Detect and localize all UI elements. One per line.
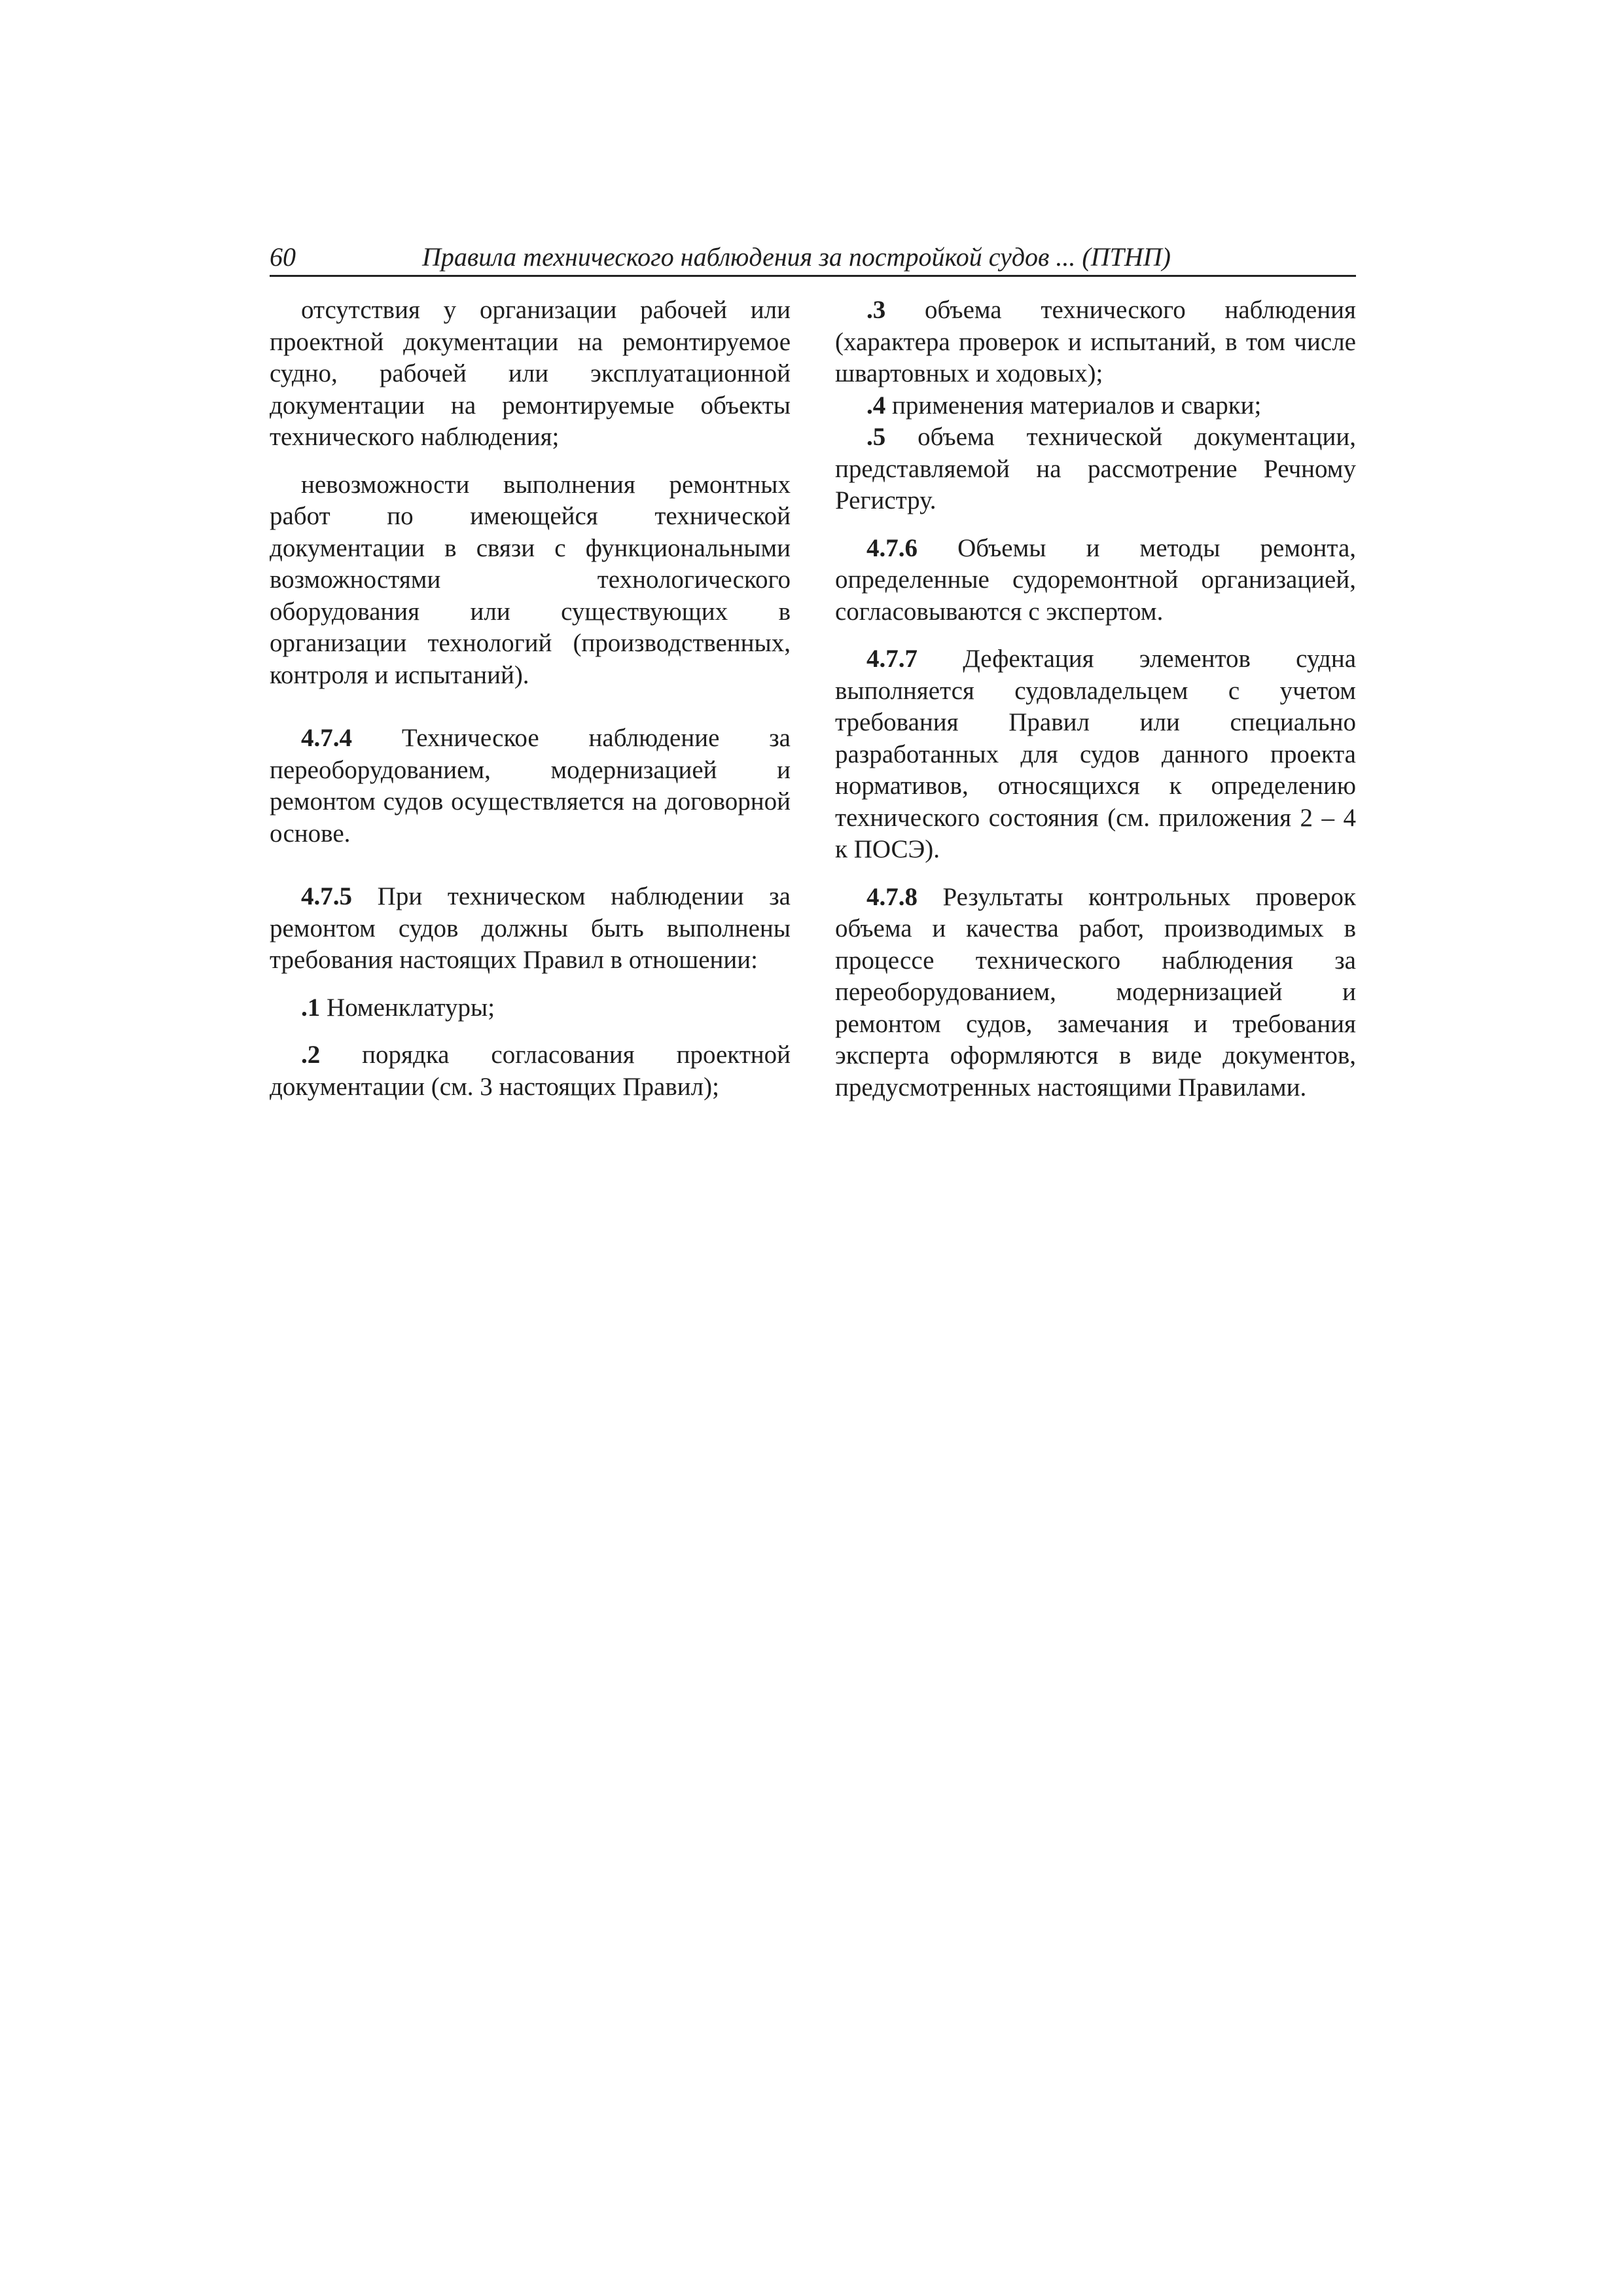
clause-number: 4.7.8 [866,882,918,911]
item-number: .2 [301,1041,321,1069]
clause-4-7-5 [270,881,791,977]
paragraph-text: отсутствия у организации рабочей или проектной документации на ремонтируемое судно, рабочей или эксплуатационной документации на ремонтируемые объекты технического наблюдения; [270,296,791,451]
paragraph [270,469,791,692]
item-text: объема технической документации, представляемой на рассмотрение Речному Регистру. [835,423,1356,514]
list-item [835,295,1356,390]
clause-text: Результаты контрольных проверок объема и качества работ, производимых в процессе технического наблюдения за переоборудованием, модернизацией и ремонтом судов, замечания и требования эксперта оформляются в виде документов, предусмотренных настоящими Правилами. [835,882,1356,1102]
clause-number: 4.7.7 [866,645,918,673]
clause-number: 4.7.6 [866,533,918,562]
item-number: .4 [866,391,886,420]
clause-number: 4.7.4 [301,724,352,752]
item-number: .3 [866,296,886,324]
running-title: Правила технического наблюдения за постройкой судов ... (ПТНП) [422,242,1171,272]
clause-text: Техническое наблюдение за переоборудованием, модернизацией и ремонтом судов осуществляется на договорной основе. [270,724,791,848]
list-item [835,390,1356,422]
clause-text: При техническом наблюдении за ремонтом судов должны быть выполнены требования настоящих Правил в отношении: [270,882,791,974]
item-text: Номенклатуры; [327,993,495,1022]
item-text: порядка согласования проектной документации (см. 3 настоящих Правил); [270,1041,791,1101]
list-item [835,422,1356,517]
list-item [270,1039,791,1103]
clause-text: Объемы и методы ремонта, определенные судоремонтной организацией, согласовываются с экспертом. [835,533,1356,626]
clause-4-7-8 [835,882,1356,1104]
page-number: 60 [270,242,296,272]
item-number: .5 [866,423,886,451]
clause-4-7-7 [835,643,1356,866]
right-column [835,295,1356,1103]
item-number: .1 [301,993,321,1022]
page-header [270,240,1356,277]
left-column [270,295,791,1103]
list-item [270,992,791,1024]
clause-number: 4.7.5 [301,882,352,910]
paragraph [270,295,791,454]
clause-4-7-4 [270,723,791,850]
paragraph-text: невозможности выполнения ремонтных работ по имеющейся технической документации в связи с функциональными возможностями технологического оборудования или существующих в организации технологий (производственных, контроля и испытаний). [270,470,791,689]
item-text: применения материалов и сварки; [892,391,1262,420]
clause-4-7-6 [835,533,1356,628]
item-text: объема технического наблюдения (характера проверок и испытаний, в том числе швартовных и ходовых); [835,296,1356,387]
clause-text: Дефектация элементов судна выполняется судовладельцем с учетом требования Правил или специально разработанных для судов данного проекта нормативов, относящихся к определению технического состояния (см. приложения 2 – 4 к ПОСЭ). [835,645,1356,863]
